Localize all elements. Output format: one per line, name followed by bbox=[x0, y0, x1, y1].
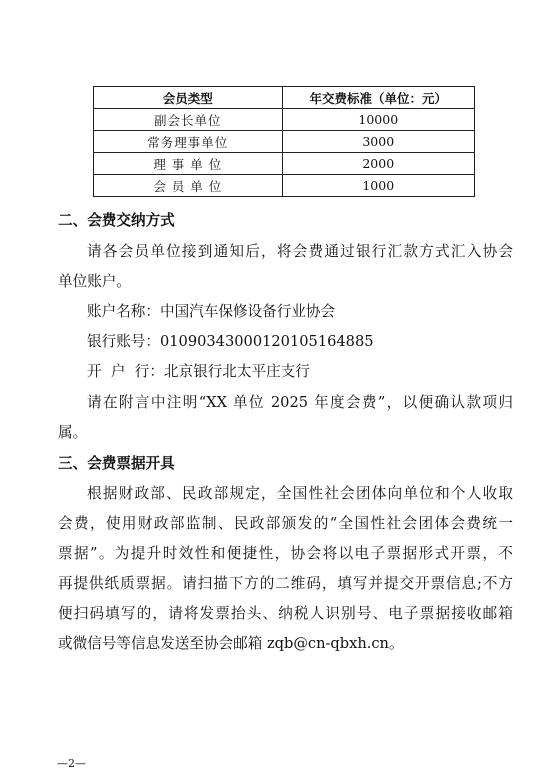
table-row bbox=[94, 153, 475, 175]
table-row bbox=[94, 109, 475, 131]
page-number: —2— bbox=[57, 757, 86, 770]
receipt-paragraph-line: 票据”。为提升时效性和便捷性，协会将以电子票据形式开票，不 bbox=[58, 545, 513, 562]
account-name: 账户名称：中国汽车保修设备行业协会 bbox=[87, 303, 336, 320]
column-header-annual-fee: 年交费标准（单位：元） bbox=[282, 87, 474, 109]
column-header-member-type: 会员类型 bbox=[94, 87, 283, 109]
member-type-cell: 常务理事单位 bbox=[94, 131, 283, 153]
remittance-note-line-1: 请在附言中注明“XX 单位 2025 年度会费”，以便确认款项归 bbox=[87, 394, 513, 411]
payment-instruction-line-1: 请各会员单位接到通知后，将会费通过银行汇款方式汇入协会 bbox=[87, 243, 513, 260]
member-type-cell: 会 员 单 位 bbox=[94, 175, 283, 197]
fee-cell: 3000 bbox=[282, 131, 474, 153]
member-type-cell: 副会长单位 bbox=[94, 109, 283, 131]
section-heading-receipt-issuance: 三、会费票据开具 bbox=[58, 455, 175, 472]
table-row bbox=[94, 175, 475, 197]
member-type-cell: 理 事 单 位 bbox=[94, 153, 283, 175]
table-header-row bbox=[94, 87, 475, 109]
payment-instruction-line-2: 单位账户。 bbox=[58, 273, 131, 290]
receipt-paragraph-line: 根据财政部、民政部规定，全国性社会团体向单位和个人收取 bbox=[87, 485, 513, 502]
fee-cell: 1000 bbox=[282, 175, 474, 197]
bank-name: 开 户 行：北京银行北太平庄支行 bbox=[87, 363, 310, 380]
section-heading-payment-method: 二、会费交纳方式 bbox=[58, 212, 175, 229]
remittance-note-line-2: 属。 bbox=[58, 424, 88, 441]
receipt-paragraph-line: 再提供纸质票据。请扫描下方的二维码，填写并提交开票信息;不方 bbox=[58, 575, 513, 592]
table-row bbox=[94, 131, 475, 153]
receipt-paragraph-line: 或微信号等信息发送至协会邮箱 zqb@cn-qbxh.cn。 bbox=[58, 635, 404, 652]
receipt-paragraph-line: 会费，使用财政部监制、民政部颁发的“全国性社会团体会费统一 bbox=[58, 515, 513, 532]
fee-cell: 2000 bbox=[282, 153, 474, 175]
fee-cell: 10000 bbox=[282, 109, 474, 131]
account-number: 银行账号：01090343000120105164885 bbox=[87, 333, 374, 350]
membership-fee-table bbox=[93, 86, 475, 197]
receipt-paragraph-line: 便扫码填写的，请将发票抬头、纳税人识别号、电子票据接收邮箱 bbox=[58, 605, 513, 622]
